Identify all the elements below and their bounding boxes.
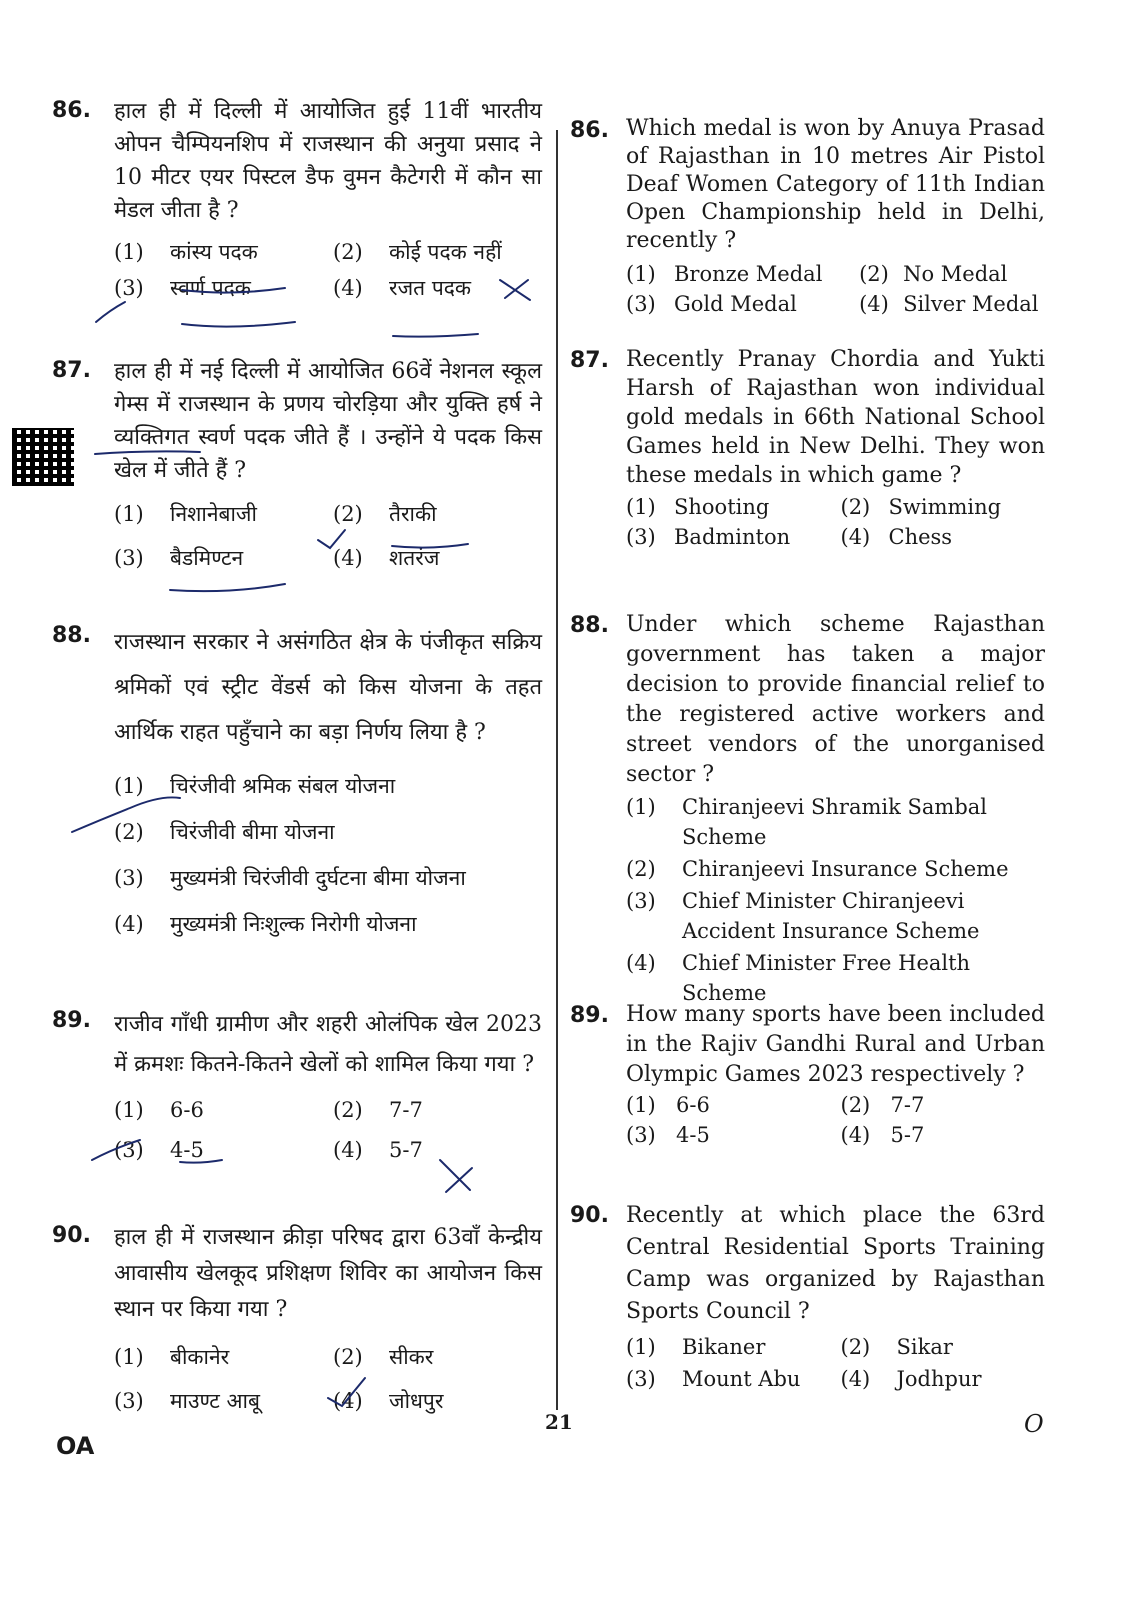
option-number: (1) <box>626 495 656 519</box>
option-1[interactable] <box>114 771 542 801</box>
option-2[interactable] <box>333 1342 542 1372</box>
question-90-hindi <box>52 1220 542 1416</box>
option-text: 7-7 <box>890 1093 925 1117</box>
option-3[interactable] <box>114 1386 323 1416</box>
tick-mark <box>96 302 125 322</box>
option-number: (2) <box>840 1335 871 1359</box>
option-text: 7-7 <box>389 1098 423 1122</box>
option-number: (2) <box>840 495 871 519</box>
page-number: 21 <box>545 1410 573 1434</box>
option-text: बीकानेर <box>170 1345 230 1369</box>
underline-mark <box>170 584 285 591</box>
option-text: Gold Medal <box>674 292 797 316</box>
option-text: मुख्यमंत्री चिरंजीवी दुर्घटना बीमा योजना <box>170 866 466 890</box>
option-text: Badminton <box>674 525 791 549</box>
option-text: 6-6 <box>170 1098 204 1122</box>
option-number: (1) <box>626 1093 656 1117</box>
question-90-english <box>570 1200 1045 1394</box>
option-text: बैडमिण्टन <box>170 546 244 570</box>
option-number: (2) <box>333 1098 363 1122</box>
option-1[interactable] <box>114 237 323 267</box>
option-1[interactable] <box>626 1090 831 1120</box>
option-3[interactable] <box>114 273 323 303</box>
option-4[interactable] <box>626 948 1045 1008</box>
option-text: 4-5 <box>676 1123 710 1147</box>
option-1[interactable] <box>114 1342 323 1372</box>
option-text: Silver Medal <box>903 292 1039 316</box>
option-text: Chief Minister Free Health Scheme <box>682 951 971 1005</box>
question-text: Recently Pranay Chordia and Yukti Harsh of Rajasthan won individual gold medals in 66th National School Games held in New Delhi. They won these medals in which game ? <box>626 347 1045 488</box>
question-text: Under which scheme Rajasthan government has taken a major decision to provide financial relief to the registered active workers and street vendors of the unorganised sector ? <box>626 612 1045 787</box>
option-number: (3) <box>114 546 144 570</box>
question-number: 88. <box>570 613 609 638</box>
option-text: Bikaner <box>682 1335 766 1359</box>
question-number: 89. <box>52 1008 91 1033</box>
option-number: (3) <box>114 1138 144 1162</box>
option-text: Chiranjeevi Insurance Scheme <box>682 857 1009 881</box>
booklet-code: OA <box>56 1432 95 1460</box>
question-number: 86. <box>52 98 91 123</box>
question-text: राजीव गाँधी ग्रामीण और शहरी ओलंपिक खेल 2023 में क्रमशः कितने-कितने खेलों को शामिल किया गया ? <box>114 1012 542 1077</box>
option-4[interactable] <box>333 1386 542 1416</box>
option-2[interactable] <box>333 237 542 267</box>
option-3[interactable] <box>626 1364 831 1394</box>
option-text: Jodhpur <box>896 1367 982 1391</box>
option-number: (3) <box>626 525 656 549</box>
option-text: निशानेबाजी <box>170 502 257 526</box>
option-number: (3) <box>626 292 656 316</box>
option-number: (4) <box>333 276 363 300</box>
option-number: (2) <box>114 820 144 844</box>
option-number: (3) <box>114 866 144 890</box>
underline-mark <box>393 334 478 337</box>
option-text: Chief Minister Chiranjeevi Accident Insurance Scheme <box>682 889 980 943</box>
option-text: 4-5 <box>170 1138 204 1162</box>
option-1[interactable] <box>626 792 1045 852</box>
option-number: (4) <box>840 525 871 549</box>
option-4[interactable] <box>333 1135 542 1165</box>
option-text: मुख्यमंत्री निःशुल्क निरोगी योजना <box>170 912 417 936</box>
option-number: (2) <box>333 240 363 264</box>
question-text: Which medal is won by Anuya Prasad of Rajasthan in 10 metres Air Pistol Deaf Women Category of 11th Indian Open Championship held in Delhi, recently ? <box>626 116 1045 253</box>
option-text: तैराकी <box>389 502 437 526</box>
option-3[interactable] <box>626 886 1045 946</box>
question-88-english <box>570 610 1045 1008</box>
option-1[interactable] <box>626 1332 831 1362</box>
option-text: स्वर्ण पदक <box>170 276 251 300</box>
option-number: (1) <box>626 1335 656 1359</box>
option-3[interactable] <box>626 1120 831 1150</box>
question-text: राजस्थान सरकार ने असंगठित क्षेत्र के पंजीकृत सक्रिय श्रमिकों एवं स्ट्रीट वेंडर्स को किस योजना के तहत आर्थिक राहत पहुँचाने का बड़ा निर्णय लिया है ? <box>114 630 542 745</box>
option-text: Shooting <box>674 495 770 519</box>
option-1[interactable] <box>626 259 849 289</box>
option-2[interactable] <box>626 854 1045 884</box>
question-text: Recently at which place the 63rd Central Residential Sports Training Camp was organized by Rajasthan Sports Council ? <box>626 1203 1045 1324</box>
question-text: हाल ही में राजस्थान क्रीड़ा परिषद द्वारा 63वाँ केन्द्रीय आवासीय खेलकूद प्रशिक्षण शिविर का आयोजन किस स्थान पर किया गया ? <box>114 1225 542 1322</box>
question-89-hindi <box>52 1005 542 1165</box>
option-number: (2) <box>333 1345 363 1369</box>
question-number: 90. <box>52 1223 91 1248</box>
option-2[interactable] <box>333 1095 542 1125</box>
option-text: Swimming <box>888 495 1002 519</box>
option-text: No Medal <box>903 262 1008 286</box>
option-3[interactable] <box>114 863 542 893</box>
option-number: (3) <box>114 1389 144 1413</box>
question-text: हाल ही में दिल्ली में आयोजित हुई 11वीं भारतीय ओपन चैम्पियनशिप में राजस्थान की अनुया प्रसाद ने 10 मीटर एयर पिस्टल डैफ वुमन कैटेगरी में कौन सा मेडल जीता है ? <box>114 99 542 223</box>
option-4[interactable] <box>841 1120 1046 1150</box>
option-number: (1) <box>114 774 144 798</box>
option-text: 5-7 <box>389 1138 423 1162</box>
question-88-hindi <box>52 620 542 939</box>
option-text: माउण्ट आबू <box>170 1389 260 1413</box>
option-text: Chess <box>888 525 953 549</box>
option-text: चिरंजीवी श्रमिक संबल योजना <box>170 774 396 798</box>
question-text: How many sports have been included in the Rajiv Gandhi Rural and Urban Olympic Games 2023 respectively ? <box>626 1002 1046 1087</box>
option-number: (1) <box>114 1098 144 1122</box>
question-86-english <box>570 115 1045 319</box>
option-text: Sikar <box>896 1335 953 1359</box>
option-text: सीकर <box>389 1345 434 1369</box>
option-2[interactable] <box>333 499 542 529</box>
option-text: Bronze Medal <box>674 262 823 286</box>
option-number: (4) <box>840 1367 871 1391</box>
option-4[interactable] <box>333 273 542 303</box>
option-number: (3) <box>626 1367 656 1391</box>
option-number: (4) <box>840 1123 871 1147</box>
option-text: Chiranjeevi Shramik Sambal Scheme <box>682 795 988 849</box>
option-number: (1) <box>114 502 144 526</box>
option-4[interactable] <box>841 522 1046 552</box>
option-2[interactable] <box>841 1332 1046 1362</box>
question-87-hindi <box>52 355 542 573</box>
option-4[interactable] <box>114 909 542 939</box>
option-text: शतरंज <box>389 546 440 570</box>
underline-mark <box>182 322 295 327</box>
option-text: कांस्य पदक <box>170 240 258 264</box>
option-number: (3) <box>626 1123 656 1147</box>
option-number: (2) <box>626 857 656 881</box>
set-code: O <box>1024 1410 1044 1438</box>
question-86-hindi <box>52 95 542 303</box>
question-text: हाल ही में नई दिल्ली में आयोजित 66वें नेशनल स्कूल गेम्स में राजस्थान के प्रणय चोरड़िया और युक्ति हर्ष ने व्यक्तिगत स्वर्ण पदक जीते हैं । उन्होंने ये पदक किस खेल में जीते हैं ? <box>114 359 542 483</box>
option-number: (4) <box>333 546 363 570</box>
question-number: 89. <box>570 1003 609 1028</box>
option-2[interactable] <box>859 259 1045 289</box>
option-4[interactable] <box>333 543 542 573</box>
option-text: Mount Abu <box>682 1367 801 1391</box>
option-3[interactable] <box>114 543 323 573</box>
option-text: जोधपुर <box>389 1389 444 1413</box>
question-number: 90. <box>570 1203 609 1228</box>
option-4[interactable] <box>859 289 1045 319</box>
question-89-english <box>570 1000 1045 1150</box>
option-number: (1) <box>626 795 656 819</box>
question-number: 86. <box>570 118 609 143</box>
option-1[interactable] <box>114 499 323 529</box>
option-text: कोई पदक नहीं <box>389 240 502 264</box>
option-number: (1) <box>114 1345 144 1369</box>
option-text: 5-7 <box>890 1123 925 1147</box>
option-number: (4) <box>114 912 144 936</box>
option-number: (2) <box>333 502 363 526</box>
option-1[interactable] <box>114 1095 323 1125</box>
question-number: 87. <box>52 358 91 383</box>
option-text: 6-6 <box>676 1093 710 1117</box>
question-number: 87. <box>570 348 609 373</box>
option-2[interactable] <box>841 492 1046 522</box>
option-text: रजत पदक <box>389 276 472 300</box>
option-number: (2) <box>859 262 889 286</box>
option-number: (3) <box>626 889 656 913</box>
option-3[interactable] <box>114 1135 323 1165</box>
option-text: चिरंजीवी बीमा योजना <box>170 820 335 844</box>
option-number: (1) <box>114 240 144 264</box>
option-number: (4) <box>626 951 656 975</box>
question-87-english <box>570 345 1045 552</box>
option-number: (2) <box>840 1093 871 1117</box>
option-1[interactable] <box>626 492 831 522</box>
option-number: (1) <box>626 262 656 286</box>
column-divider <box>556 130 558 1410</box>
option-number: (4) <box>333 1138 363 1162</box>
option-number: (4) <box>333 1389 363 1413</box>
option-2[interactable] <box>114 817 542 847</box>
option-3[interactable] <box>626 289 849 319</box>
option-number: (4) <box>859 292 889 316</box>
option-number: (3) <box>114 276 144 300</box>
option-2[interactable] <box>841 1090 1046 1120</box>
option-3[interactable] <box>626 522 831 552</box>
question-number: 88. <box>52 623 91 648</box>
option-4[interactable] <box>841 1364 1046 1394</box>
